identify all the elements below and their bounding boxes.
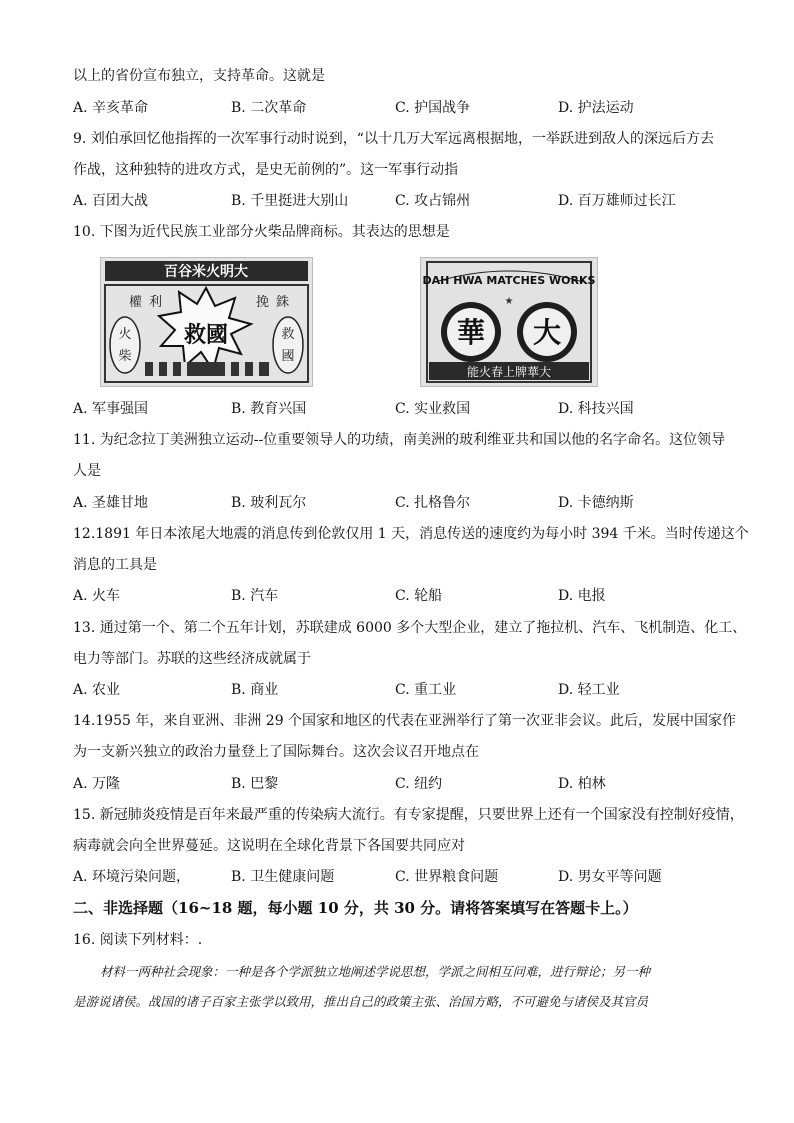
q16-material-line2: 是游说诸侯。战国的诸子百家主张学以致用，推出自己的政策主张、治国方略，不可避免与诸侯及其官员 — [73, 994, 649, 1009]
q11-options — [73, 493, 753, 513]
q16-material-line1: 材料一两种社会现象：一种是各个学派独立地阐述学说思想，学派之间相互问难，进行辩论；另一种 — [100, 964, 651, 979]
label1-right-vertical2: 國 — [281, 349, 295, 364]
label2-bottom-text: 能火春上牌華大 — [466, 365, 552, 379]
q15-option-a: A. 环境污染问题， — [73, 869, 191, 885]
q13-options — [73, 680, 753, 700]
q9-stem-line2: 作战，这种独特的进攻方式，是史无前例的”。这一军事行动指 — [73, 162, 459, 178]
q11-option-d: D. 卡德纳斯 — [558, 495, 634, 511]
label1-left-mid: 利 — [149, 295, 163, 310]
q15-options — [73, 867, 753, 887]
q9-option-b: B. 千里挺进大别山 — [231, 193, 349, 209]
q12-option-b: B. 汽车 — [231, 588, 279, 604]
q8-option-a: A. 辛亥革命 — [73, 100, 149, 116]
q10-option-a: A. 军事强国 — [73, 401, 149, 417]
q9-stem-line1: 9. 刘伯承回忆他指挥的一次军事行动时说到，“以十几万大军远离根据地，一举跃进到敌人的深远后方去 — [73, 131, 714, 147]
q16-stem: 16. 阅读下列材料：. — [73, 932, 203, 948]
match-label-dahua-image — [420, 257, 598, 387]
label2-right-char: 大 — [532, 316, 562, 349]
match-label-jiuguo-image — [100, 257, 313, 387]
q12-options — [73, 586, 753, 606]
q12-stem-line2: 消息的工具是 — [73, 557, 157, 573]
q9-options — [73, 191, 753, 211]
q10-stem: 10. 下图为近代民族工业部分火柴品牌商标。其表达的思想是 — [73, 224, 450, 240]
label1-center-text: 救國 — [183, 322, 229, 348]
q11-stem-line1: 11. 为纪念拉丁美洲独立运动--位重要领导人的功绩，南美洲的玻利维亚共和国以他的名字命名。这位领导 — [73, 432, 726, 448]
q13-option-c: C. 重工业 — [395, 682, 457, 698]
q13-option-d: D. 轻工业 — [558, 682, 620, 698]
q15-option-d: D. 男女平等问题 — [558, 869, 662, 885]
label1-right-upper: 挽 — [256, 295, 270, 310]
q9-option-a: A. 百团大战 — [73, 193, 149, 209]
q14-option-c: C. 纽约 — [395, 776, 443, 792]
q9-option-c: C. 攻占锦州 — [395, 193, 471, 209]
q14-option-b: B. 巴黎 — [231, 776, 279, 792]
q8-continuation: 以上的省份宣布独立，支持革命。这就是 — [73, 68, 325, 84]
q11-option-b: B. 玻利瓦尔 — [231, 495, 307, 511]
label1-left-vertical1: 火 — [118, 327, 132, 342]
q9-option-d: D. 百万雄师过长江 — [558, 193, 676, 209]
label1-right-vertical1: 救 — [281, 327, 295, 342]
q10-options — [73, 399, 753, 419]
q13-option-a: A. 农业 — [73, 682, 121, 698]
q15-stem-line2: 病毒就会向全世界蔓延。这说明在全球化背景下各国要共同应对 — [73, 838, 465, 854]
q15-option-b: B. 卫生健康问题 — [231, 869, 335, 885]
q10-option-b: B. 教育兴国 — [231, 401, 307, 417]
q12-stem-line1: 12.1891 年日本浓尾大地震的消息传到伦敦仅用 1 天，消息传送的速度约为每小时 394 千米。当时传递这个 — [73, 526, 749, 542]
q14-options — [73, 774, 753, 794]
q14-option-a: A. 万隆 — [73, 776, 121, 792]
q11-stem-line2: 人是 — [73, 463, 101, 479]
q11-option-c: C. 扎格鲁尔 — [395, 495, 471, 511]
label1-left-upper: 權 — [129, 295, 143, 310]
q10-option-d: D. 科技兴国 — [558, 401, 634, 417]
q8-option-b: B. 二次革命 — [231, 100, 307, 116]
label1-right-mid: 銖 — [276, 295, 290, 310]
q8-options — [73, 98, 753, 118]
label1-left-vertical2: 柴 — [118, 349, 132, 364]
q14-stem-line2: 为一支新兴独立的政治力量登上了国际舞台。这次会议召开地点在 — [73, 744, 479, 760]
label2-top-text: DAH HWA MATCHES WORKS — [422, 274, 596, 287]
q11-option-a: A. 圣雄甘地 — [73, 495, 149, 511]
q14-option-d: D. 柏林 — [558, 776, 606, 792]
section-heading-non-choice: 二、非选择题（16~18 题，每小题 10 分，共 30 分。请将答案填写在答题卡上。） — [73, 899, 638, 917]
q15-option-c: C. 世界粮食问题 — [395, 869, 499, 885]
q8-option-c: C. 护国战争 — [395, 100, 471, 116]
star-icon: ★ — [504, 296, 514, 307]
label2-left-char: 華 — [456, 316, 486, 349]
label1-top-text: 百谷米火明大 — [164, 264, 248, 280]
q12-option-a: A. 火车 — [73, 588, 121, 604]
q14-stem-line1: 14.1955 年，来自亚洲、非洲 29 个国家和地区的代表在亚洲举行了第一次亚非会议。此后，发展中国家作 — [73, 713, 737, 729]
q10-option-c: C. 实业救国 — [395, 401, 471, 417]
q13-option-b: B. 商业 — [231, 682, 279, 698]
q13-stem-line1: 13. 通过第一个、第二个五年计划，苏联建成 6000 多个大型企业，建立了拖拉机、汽车、飞机制造、化工、 — [73, 620, 747, 636]
q12-option-d: D. 电报 — [558, 588, 606, 604]
q13-stem-line2: 电力等部门。苏联的这些经济成就属于 — [73, 651, 311, 667]
q12-option-c: C. 轮船 — [395, 588, 443, 604]
q15-stem-line1: 15. 新冠肺炎疫情是百年来最严重的传染病大流行。有专家提醒，只要世界上还有一个国家没有控制好疫情， — [73, 807, 744, 823]
q8-option-d: D. 护法运动 — [558, 100, 634, 116]
label1-right-oval — [273, 317, 303, 373]
label1-left-oval — [110, 317, 140, 373]
